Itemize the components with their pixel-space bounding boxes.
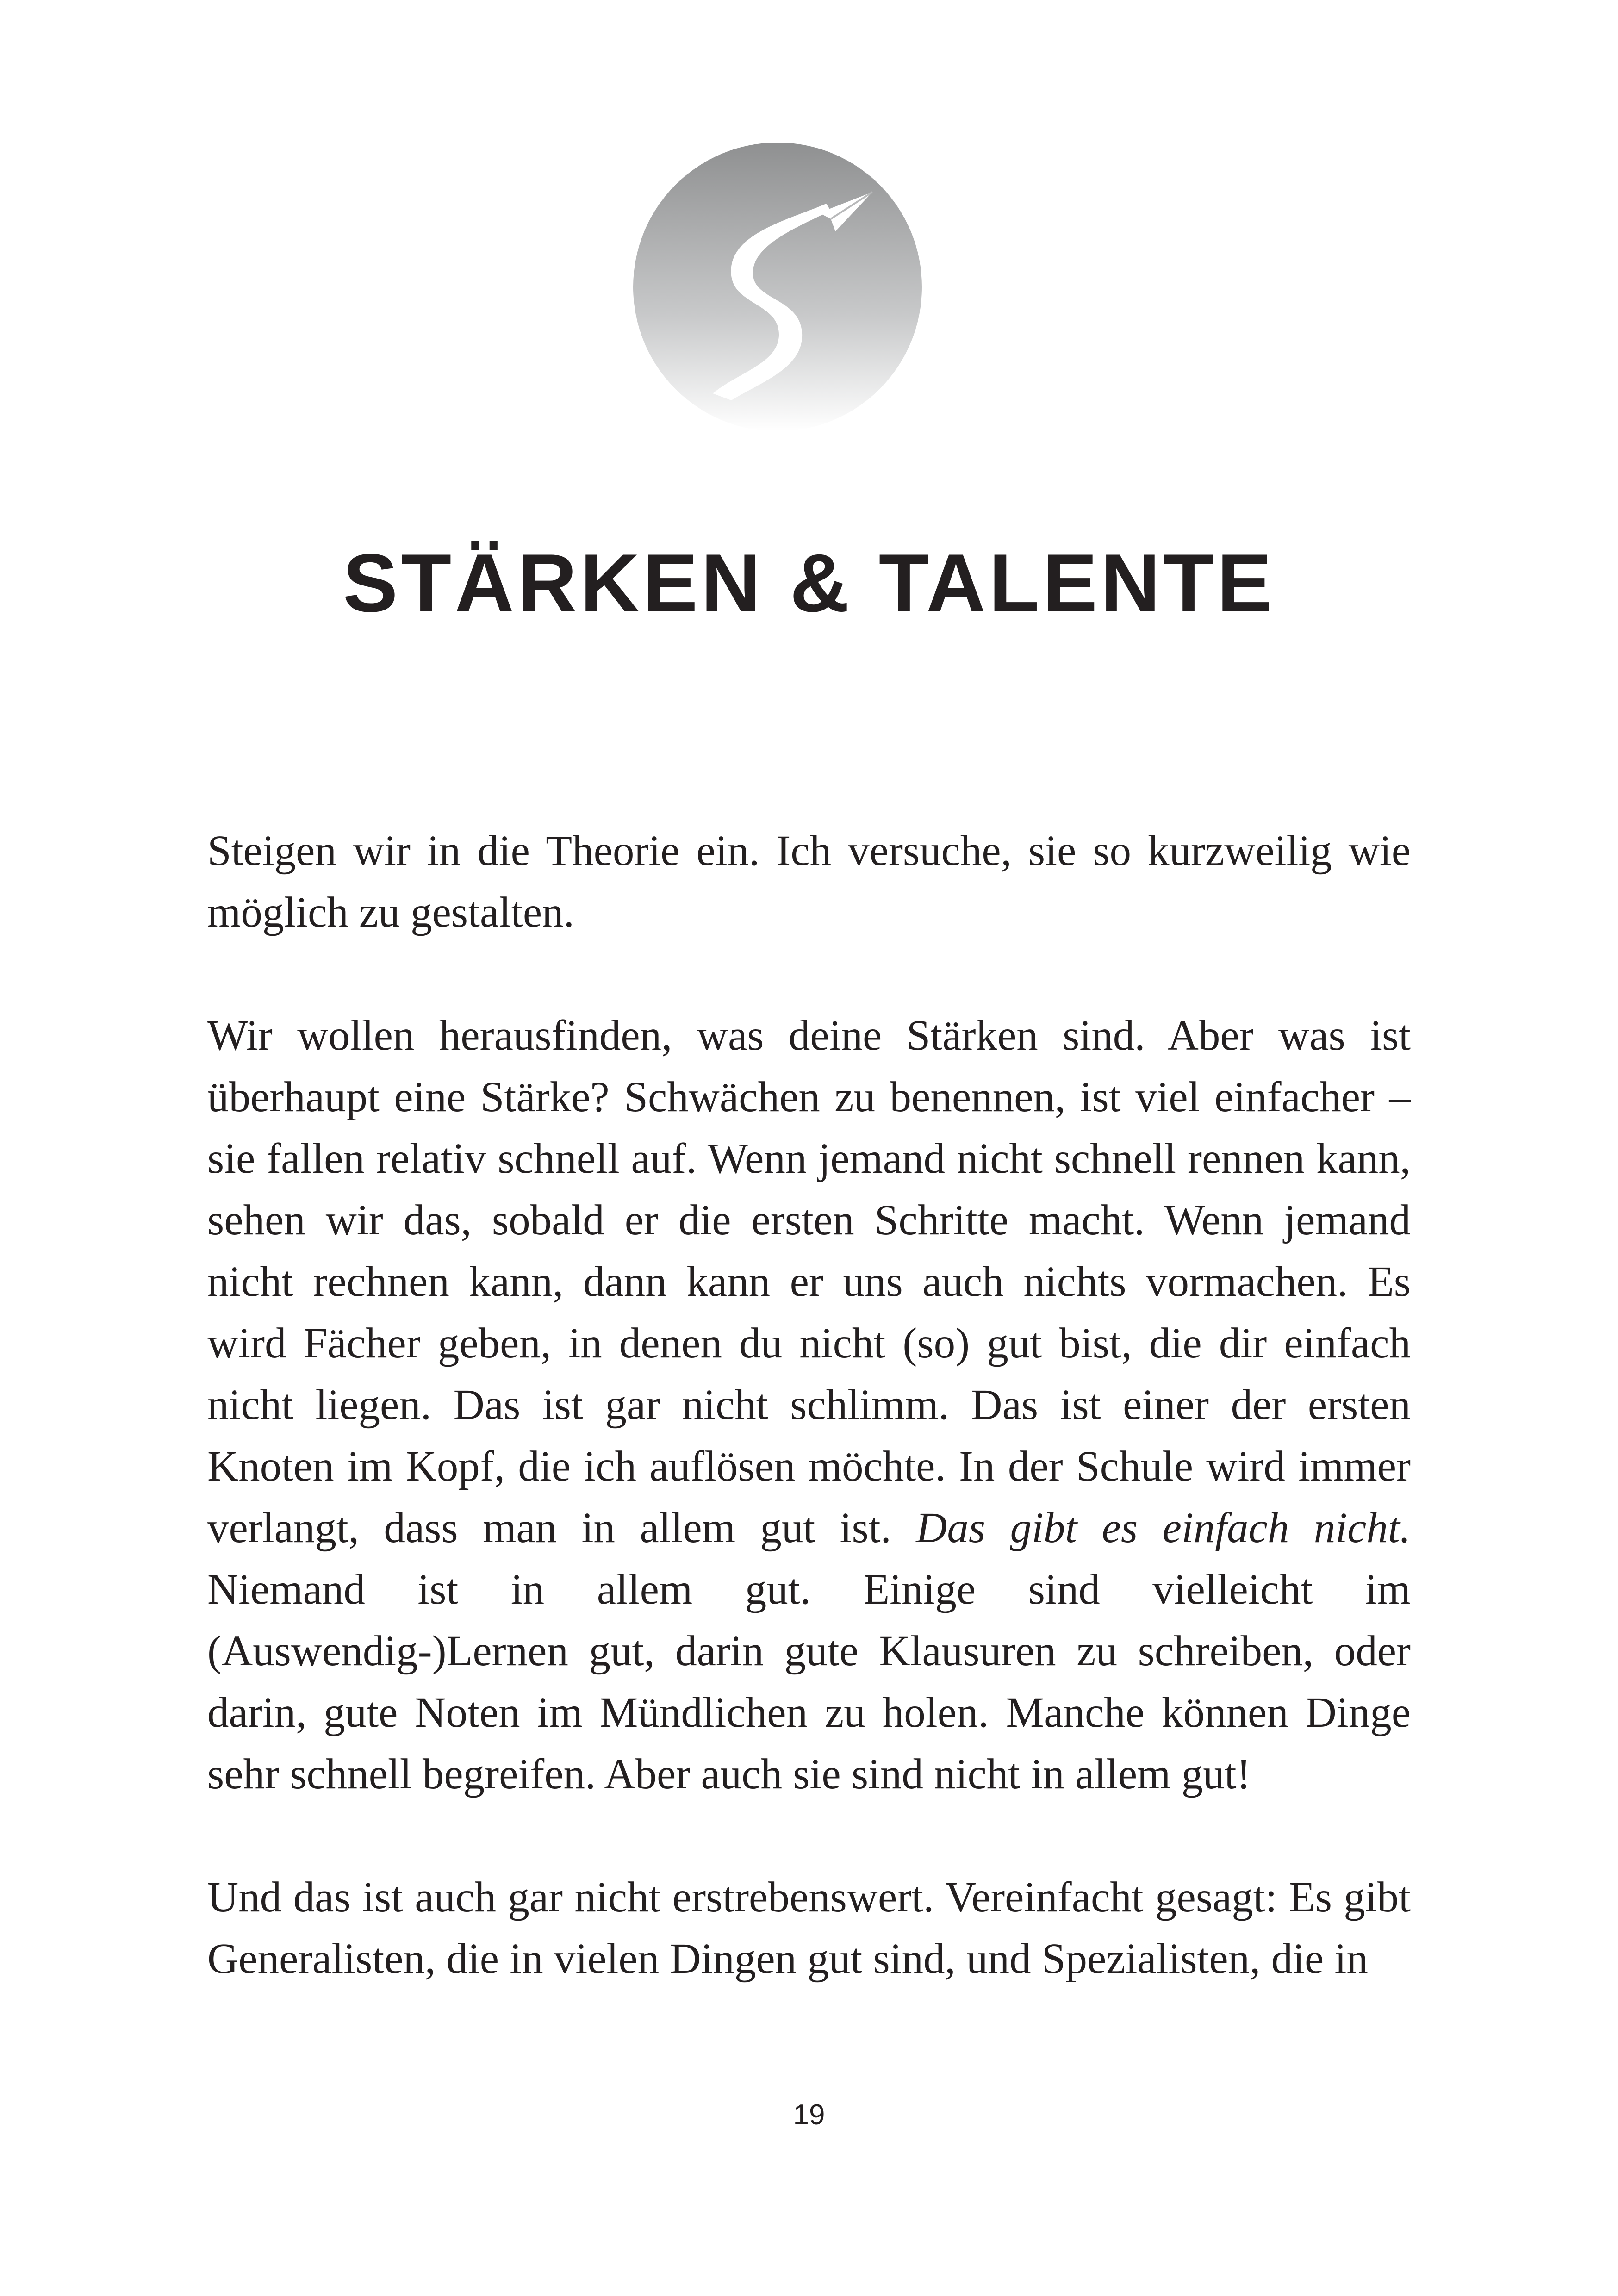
- logo-graphic: [632, 141, 923, 433]
- paragraph-1: Steigen wir in die Theorie ein. Ich versuche, sie so kurzweilig wie möglich zu gestalten.: [207, 827, 1411, 936]
- paragraph-2-text-before: Wir wollen herausfinden, was deine Stärken sind. Aber was ist überhaupt eine Stärke? Schwächen zu benennen, ist viel einfacher – sie fallen relativ schnell auf. Wenn jemand nicht schnell rennen kann, sehen wir das, sobald er die ersten Schritte macht. Wenn jemand nicht rechnen kann, dann kann er uns auch nichts vormachen. Es wird Fächer geben, in denen du nicht (so) gut bist, die dir einfach nicht liegen. Das ist gar nicht schlimm. Das ist einer der ersten Knoten im Kopf, die ich auflösen möchte. In der Schule wird immer verlangt, dass man in allem gut ist.: [207, 1012, 1411, 1552]
- paragraph-2-emphasis: Das gibt es einfach nicht.: [916, 1504, 1411, 1552]
- paragraph-2: [207, 1005, 1411, 1805]
- logo-circle: [633, 143, 922, 431]
- paragraph-2-text-after: Niemand ist in allem gut. Einige sind vielleicht im (Auswendig-)Lernen gut, darin gute Klausuren zu schreiben, oder darin, gute Noten im Mündlichen zu holen. Manche können Dinge sehr schnell begreifen. Aber auch sie sind nicht in allem gut!: [207, 1566, 1411, 1798]
- chapter-title: STÄRKEN & TALENTE: [342, 537, 1276, 629]
- paragraph-3: Und das ist auch gar nicht erstrebenswert. Vereinfacht gesagt: Es gibt Generalisten, die in vielen Dingen gut sind, und Spezialisten, die in: [207, 1873, 1411, 1983]
- winding-road-logo-icon: [632, 141, 923, 433]
- page-number: 19: [793, 2099, 825, 2131]
- body-text: [207, 820, 1411, 1990]
